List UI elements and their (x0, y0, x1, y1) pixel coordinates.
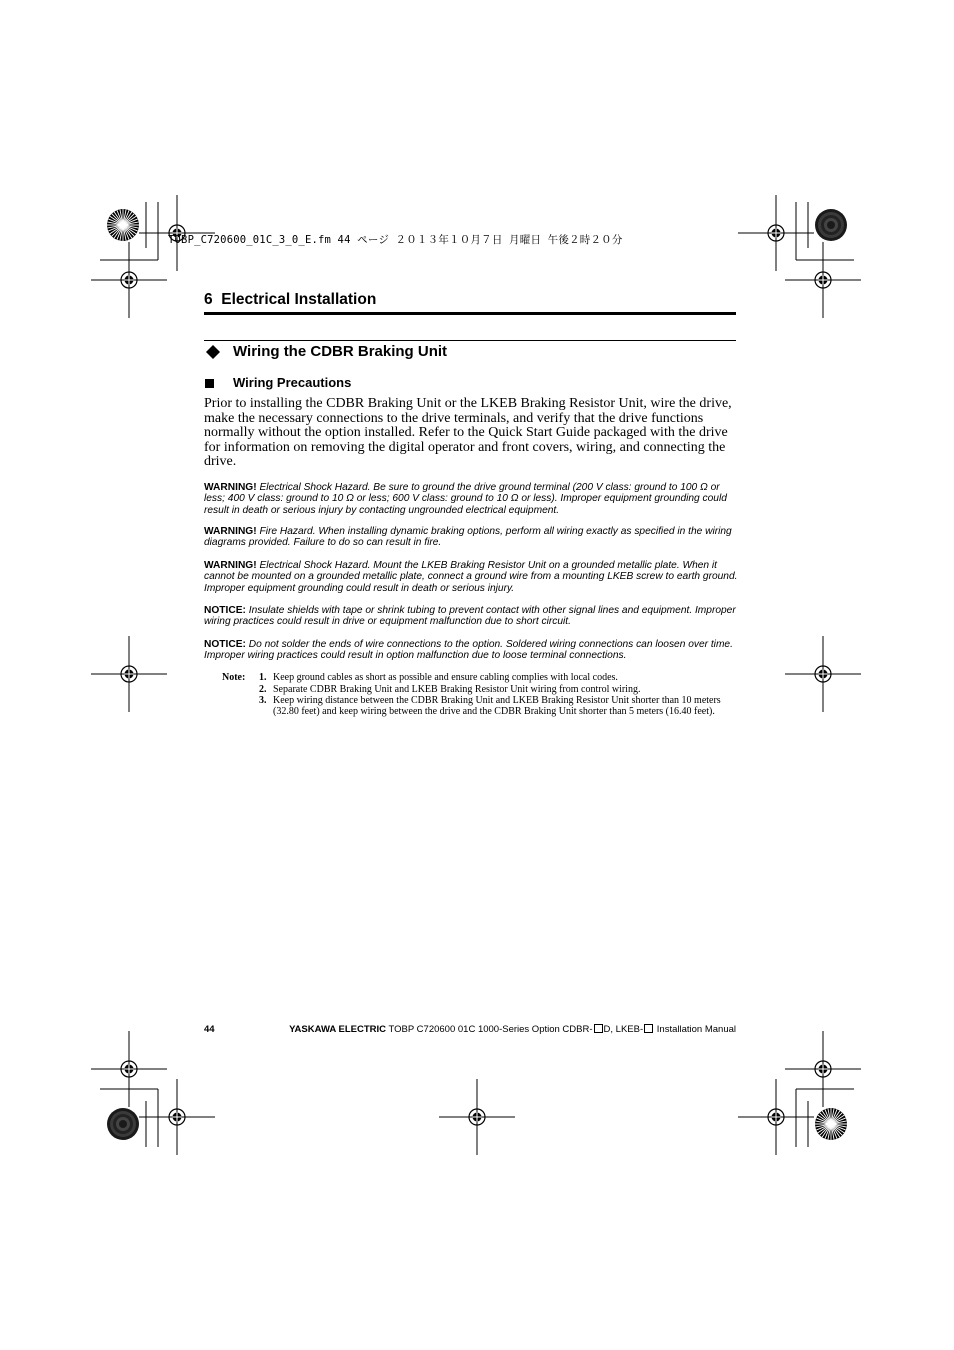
note-text: Keep wiring distance between the CDBR Braking Unit and LKEB Braking Resistor Unit shorter than 10 meters (32.80 feet) and keep wiring between the drive and the CDBR Braking Unit shorter than 5 meters (16.40 feet). (273, 695, 721, 718)
section-title: Wiring the CDBR Braking Unit (233, 343, 448, 360)
warning-notice-1 (204, 482, 738, 516)
note-number: 2. (259, 684, 267, 695)
note-item (259, 684, 737, 695)
subsection-title: Wiring Precautions (233, 375, 352, 390)
notice-label: NOTICE: (204, 639, 246, 650)
chapter-number: 6 (204, 291, 213, 308)
note-label: Note: (222, 672, 246, 683)
page-number: 44 (204, 1024, 215, 1035)
footer-document-title (289, 1024, 736, 1035)
notice-4 (204, 605, 738, 628)
note-text: Separate CDBR Braking Unit and LKEB Braking Resistor Unit wiring from control wiring. (273, 684, 641, 695)
section-rule (204, 340, 736, 341)
note-item (259, 695, 737, 717)
body-paragraph: Prior to installing the CDBR Braking Unit or the LKEB Braking Resistor Unit, wire the drive, make the necessary connections to the drive terminals, and verify that the drive functions normally without the option installed. Refer to the Quick Start Guide packaged with the drive for information on removing the digital operator and front covers, wiring, and connecting the drive. (204, 396, 732, 470)
warning-notice-3 (204, 560, 738, 594)
footer-doc-part1: TOBP C720600 01C 1000-Series Option CDBR- (386, 1024, 593, 1035)
notice-text: Insulate shields with tape or shrink tubing to prevent contact with other signal lines and equipment. Improper wiring practices could result in drive or equipment malfunction due to short circuit. (204, 605, 736, 628)
note-number: 3. (259, 695, 267, 706)
placeholder-box-icon (644, 1024, 653, 1033)
note-item (259, 672, 737, 683)
warning-notice-2 (204, 526, 738, 549)
notice-text: Electrical Shock Hazard. Mount the LKEB Braking Resistor Unit on a grounded metallic plate. When it cannot be mounted on a grounded metallic plate, connect a ground wire from a mounting LKEB screw to earth ground. Improper equipment grounding could result in death or serious injury. (204, 560, 738, 594)
diamond-bullet-icon (206, 345, 220, 359)
chapter-heading (204, 291, 376, 309)
notice-label: WARNING! (204, 482, 257, 493)
footer-doc-part3: Installation Manual (654, 1024, 736, 1035)
notice-label: NOTICE: (204, 605, 246, 616)
file-info-header: TOBP_C720600_01C_3_0_E.fm 44 ページ ２０１３年１０月７日 月曜日 午後２時２０分 (168, 234, 623, 246)
notice-label: WARNING! (204, 526, 257, 537)
notice-5 (204, 639, 738, 662)
note-text: Keep ground cables as short as possible and ensure cabling complies with local codes. (273, 672, 618, 683)
footer-doc-part2: D, LKEB- (603, 1024, 644, 1035)
note-number: 1. (259, 672, 267, 683)
chapter-title: Electrical Installation (221, 291, 377, 308)
notice-text: Electrical Shock Hazard. Be sure to ground the drive ground terminal (200 V class: ground to 100 Ω or less; 400 V class: ground to 10 Ω or less; 600 V class: ground to 10 Ω or less). Improper equipment grounding could result in death or serious injury by contacting ungrounded electrical equipment. (204, 482, 727, 516)
footer-brand: YASKAWA ELECTRIC (289, 1024, 387, 1035)
placeholder-box-icon (594, 1024, 603, 1033)
notice-label: WARNING! (204, 560, 257, 571)
notice-text: Do not solder the ends of wire connections to the option. Soldered wiring connections can loosen over time. Improper wiring practices could result in option malfunction due to loose terminal connections. (204, 639, 733, 662)
notice-text: Fire Hazard. When installing dynamic braking options, perform all wiring exactly as specified in the wiring diagrams provided. Failure to do so can result in fire. (204, 526, 732, 549)
square-bullet-icon (205, 379, 214, 388)
chapter-rule (204, 312, 736, 315)
